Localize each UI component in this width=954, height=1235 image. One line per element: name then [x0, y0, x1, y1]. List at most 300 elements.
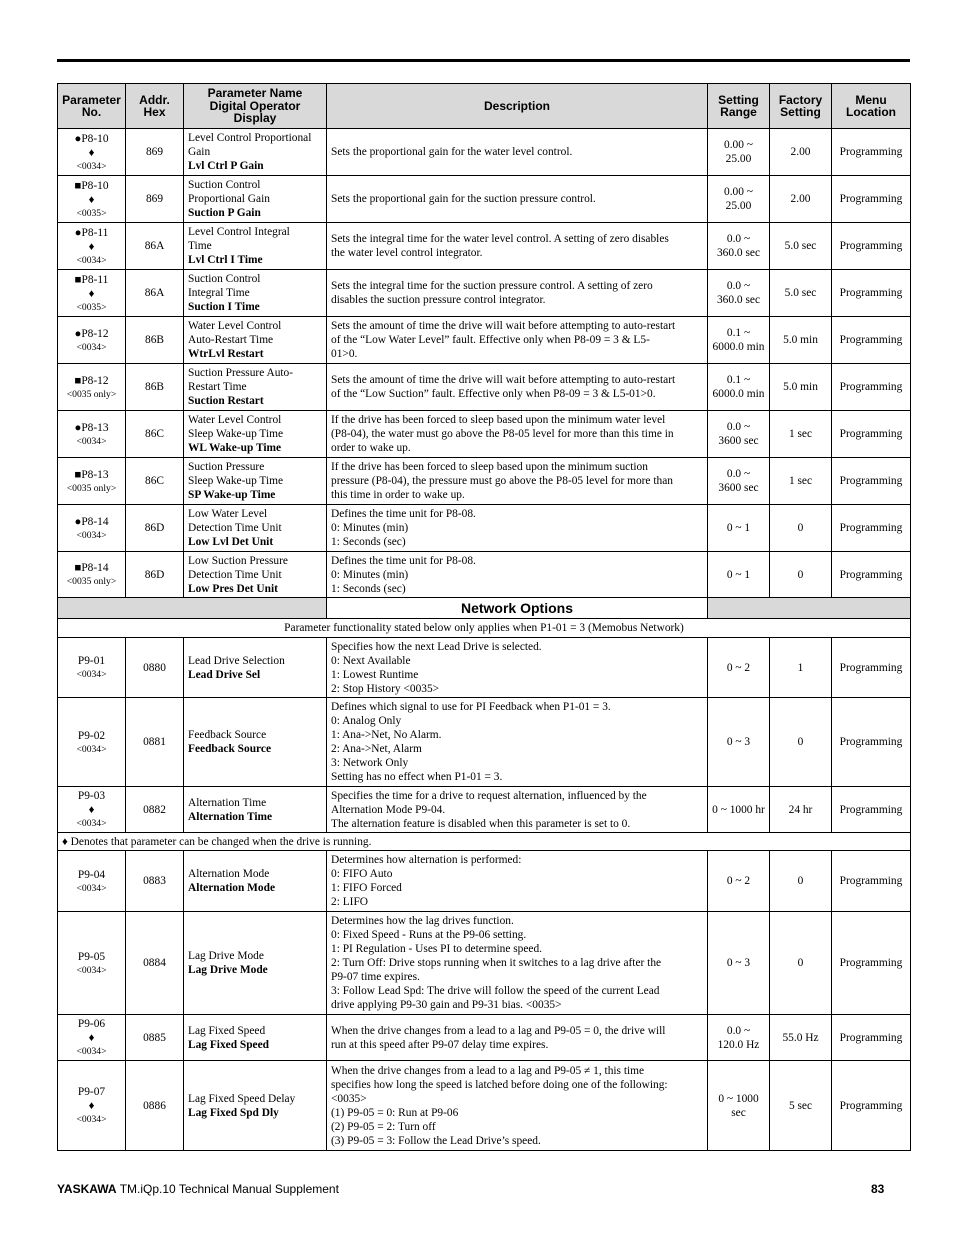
- addr-hex: 0884: [126, 912, 184, 1015]
- description-cell: [327, 787, 708, 833]
- param-no: P9-05: [77, 950, 106, 963]
- factory-setting: 5.0 min: [770, 317, 832, 364]
- description-line: Sets the proportional gain for the suction pressure control.: [331, 193, 596, 205]
- version-tag: <0034>: [76, 254, 107, 266]
- param-name-cell: [184, 411, 327, 458]
- addr-hex: 86D: [126, 505, 184, 552]
- setting-range-cell: [708, 1015, 770, 1061]
- setting-range: 0.1 ~: [726, 374, 751, 386]
- param-name-line: Integral Time: [188, 287, 250, 299]
- menu-location: Programming: [832, 317, 911, 364]
- param-name-cell: [184, 851, 327, 912]
- setting-range-cell: [708, 552, 770, 598]
- addr-hex: 0885: [126, 1015, 184, 1061]
- description-line: pressure (P8-04), the pressure must go above the P8-05 level for more than: [331, 475, 673, 487]
- param-no: ■P8-10: [74, 179, 109, 192]
- operator-display: Alternation Mode: [188, 882, 275, 894]
- setting-range: 0 ~ 2: [726, 661, 751, 674]
- description-line: the water level control integrator.: [331, 247, 483, 259]
- factory-setting: 24 hr: [770, 787, 832, 833]
- menu-location: Programming: [832, 851, 911, 912]
- operator-display: Low Lvl Det Unit: [188, 536, 274, 548]
- table-row: [58, 270, 911, 317]
- menu-location: Programming: [832, 223, 911, 270]
- description-line: Setting has no effect when P1-01 = 3.: [331, 771, 503, 783]
- param-no-cell: [58, 223, 126, 270]
- menu-location: Programming: [832, 364, 911, 411]
- run-note: ♦ Denotes that parameter can be changed when the drive is running.: [58, 833, 911, 851]
- run-change-icon: ♦: [88, 1032, 95, 1044]
- version-tag: <0034>: [76, 160, 107, 172]
- param-no-cell: [58, 552, 126, 598]
- factory-setting: 5 sec: [770, 1061, 832, 1151]
- description-line: When the drive changes from a lead to a lag and P9-05 = 0, the drive will: [331, 1024, 666, 1037]
- description-cell: [327, 552, 708, 598]
- setting-range: 0.0 ~: [726, 233, 751, 245]
- param-no-cell: [58, 176, 126, 223]
- description-line: Determines how the lag drives function.: [331, 915, 514, 927]
- version-tag: <0035>: [76, 207, 107, 219]
- description-line: of the “Low Suction” fault. Effective only when P8-09 = 3 & L5-01>0.: [331, 388, 656, 400]
- description-cell: [327, 698, 708, 787]
- setting-range-cell: [708, 505, 770, 552]
- param-name-line: Suction Pressure: [188, 461, 265, 473]
- setting-range: 360.0 sec: [716, 294, 761, 306]
- description-line: 2: Stop History <0035>: [331, 682, 440, 695]
- param-no: ●P8-14: [74, 515, 109, 528]
- param-no-cell: [58, 270, 126, 317]
- description-line: If the drive has been forced to sleep based upon the minimum water level: [331, 414, 666, 426]
- param-name-cell: [184, 458, 327, 505]
- setting-range: 0 ~ 1000 hr: [712, 803, 765, 816]
- param-name-line: Detection Time Unit: [188, 568, 282, 581]
- setting-range: 0 ~ 1000: [718, 1092, 759, 1105]
- run-change-icon: ♦: [88, 193, 95, 206]
- version-tag: <0034>: [76, 882, 107, 894]
- table-row: [58, 458, 911, 505]
- setting-range: 0 ~ 3: [726, 736, 751, 748]
- section-spacer-right: [708, 598, 911, 619]
- setting-range-cell: [708, 638, 770, 698]
- description-line: 1: FIFO Forced: [331, 882, 402, 894]
- menu-location: Programming: [832, 698, 911, 787]
- setting-range-cell: [708, 912, 770, 1015]
- version-tag: <0035 only>: [66, 388, 117, 400]
- version-tag: <0034>: [76, 964, 107, 976]
- description-line: Alternation Mode P9-04.: [331, 803, 446, 816]
- description-cell: [327, 851, 708, 912]
- param-no-cell: [58, 1061, 126, 1151]
- description-cell: [327, 270, 708, 317]
- menu-location: Programming: [832, 270, 911, 317]
- table-row: [58, 787, 911, 833]
- setting-range: 120.0 Hz: [717, 1038, 760, 1051]
- param-name-cell: [184, 552, 327, 598]
- param-name-line: Auto-Restart Time: [188, 334, 274, 346]
- description-line: 2: Ana->Net, Alarm: [331, 743, 422, 755]
- param-name-line: Alternation Mode: [188, 868, 270, 880]
- description-cell: [327, 411, 708, 458]
- operator-display: Lvl Ctrl I Time: [188, 254, 263, 266]
- menu-location: Programming: [832, 912, 911, 1015]
- setting-range: 0 ~ 3: [726, 957, 751, 969]
- setting-range: 3600 sec: [718, 435, 759, 447]
- param-name-line: Proportional Gain: [188, 193, 270, 205]
- setting-range: sec: [731, 1106, 746, 1119]
- setting-range-cell: [708, 458, 770, 505]
- param-no-cell: [58, 698, 126, 787]
- param-no-cell: [58, 505, 126, 552]
- description-line: Sets the proportional gain for the water level control.: [331, 146, 573, 158]
- description-line: <0035>: [331, 1092, 367, 1105]
- setting-range-cell: [708, 411, 770, 458]
- description-cell: [327, 1061, 708, 1151]
- param-no: ■P8-13: [74, 468, 109, 481]
- addr-hex: 86A: [126, 223, 184, 270]
- factory-setting: 0: [770, 851, 832, 912]
- operator-display: Feedback Source: [188, 743, 271, 755]
- description-line: When the drive changes from a lead to a lag and P9-05 ≠ 1, this time: [331, 1064, 645, 1077]
- setting-range-cell: [708, 698, 770, 787]
- addr-hex: 0881: [126, 698, 184, 787]
- operator-display: SP Wake-up Time: [188, 489, 276, 501]
- description-line: 0: Fixed Speed - Runs at the P9-06 setting.: [331, 929, 527, 941]
- setting-range: 0.00 ~: [724, 139, 753, 151]
- description-line: Defines the time unit for P8-08.: [331, 508, 476, 520]
- description-cell: [327, 458, 708, 505]
- setting-range-cell: [708, 129, 770, 176]
- param-name-cell: [184, 638, 327, 698]
- description-cell: [327, 129, 708, 176]
- param-no: ●P8-12: [74, 327, 109, 340]
- setting-range: 0 ~ 2: [726, 875, 751, 887]
- param-no-cell: [58, 638, 126, 698]
- addr-hex: 86B: [126, 317, 184, 364]
- addr-hex: 86D: [126, 552, 184, 598]
- param-no: ●P8-10: [74, 132, 109, 145]
- version-tag: <0035>: [76, 301, 107, 313]
- description-line: run at this speed after P9-07 delay time expires.: [331, 1038, 549, 1051]
- page-number: 83: [871, 1182, 885, 1196]
- param-name-line: Gain: [188, 146, 211, 158]
- description-line: 01>0.: [331, 348, 358, 360]
- table-row: [58, 1015, 911, 1061]
- description-line: 1: Seconds (sec): [331, 582, 406, 595]
- setting-range: 0 ~ 1: [726, 568, 751, 581]
- addr-hex: 0882: [126, 787, 184, 833]
- description-cell: [327, 638, 708, 698]
- setting-range: 6000.0 min: [712, 341, 765, 353]
- table-row: [58, 851, 911, 912]
- header-setting-range: Setting Range: [708, 84, 770, 129]
- description-line: Sets the amount of time the drive will wait before attempting to auto-restart: [331, 374, 676, 386]
- param-name-line: Low Water Level: [188, 508, 268, 520]
- section-title: Network Options: [327, 598, 708, 619]
- setting-range-cell: [708, 176, 770, 223]
- setting-range-cell: [708, 787, 770, 833]
- setting-range: 0.0 ~: [726, 421, 751, 433]
- param-no-cell: [58, 129, 126, 176]
- param-name-cell: [184, 912, 327, 1015]
- addr-hex: 869: [126, 129, 184, 176]
- factory-setting: 2.00: [770, 129, 832, 176]
- version-tag: <0034>: [76, 1114, 107, 1125]
- run-change-icon: ♦: [88, 1100, 95, 1112]
- version-tag: <0035 only>: [66, 576, 117, 587]
- description-line: Defines the time unit for P8-08.: [331, 554, 476, 567]
- setting-range-cell: [708, 1061, 770, 1151]
- setting-range-cell: [708, 317, 770, 364]
- param-no-cell: [58, 317, 126, 364]
- description-line: (3) P9-05 = 3: Follow the Lead Drive’s speed.: [331, 1134, 541, 1147]
- param-name-cell: [184, 176, 327, 223]
- setting-range: 25.00: [725, 200, 752, 212]
- table-row: [58, 411, 911, 458]
- addr-hex: 86C: [126, 411, 184, 458]
- menu-location: Programming: [832, 458, 911, 505]
- param-name-line: Water Level Control: [188, 414, 282, 426]
- table-row: [58, 505, 911, 552]
- section-header-row: [58, 598, 911, 619]
- param-name-line: Lag Fixed Speed: [188, 1024, 266, 1037]
- param-name-cell: [184, 223, 327, 270]
- menu-location: Programming: [832, 552, 911, 598]
- description-line: Sets the amount of time the drive will wait before attempting to auto-restart: [331, 320, 676, 332]
- operator-display: Low Pres Det Unit: [188, 582, 278, 595]
- param-no-cell: [58, 364, 126, 411]
- manual-title: TM.iQp.10 Technical Manual Supplement: [116, 1182, 339, 1196]
- version-tag: <0035 only>: [66, 482, 117, 494]
- description-cell: [327, 317, 708, 364]
- param-no-cell: [58, 1015, 126, 1061]
- param-name-cell: [184, 698, 327, 787]
- param-no-cell: [58, 851, 126, 912]
- addr-hex: 0883: [126, 851, 184, 912]
- description-line: 0: FIFO Auto: [331, 868, 393, 880]
- section-note: Parameter functionality stated below only applies when P1-01 = 3 (Memobus Network): [58, 619, 911, 638]
- setting-range-cell: [708, 364, 770, 411]
- setting-range-cell: [708, 223, 770, 270]
- table-row: [58, 552, 911, 598]
- version-tag: <0034>: [76, 1046, 107, 1057]
- addr-hex: 0886: [126, 1061, 184, 1151]
- setting-range-cell: [708, 270, 770, 317]
- description-line: disables the suction pressure control integrator.: [331, 294, 546, 306]
- run-change-icon: ♦: [88, 240, 95, 253]
- factory-setting: 5.0 sec: [770, 223, 832, 270]
- setting-range: 0 ~ 1: [726, 522, 751, 534]
- section-note-row: [58, 619, 911, 638]
- description-line: (P8-04), the water must go above the P8-05 level for more than this time in: [331, 428, 674, 440]
- param-no: P9-04: [77, 868, 106, 881]
- factory-setting: 2.00: [770, 176, 832, 223]
- table-row: [58, 223, 911, 270]
- description-cell: [327, 176, 708, 223]
- operator-display: WL Wake-up Time: [188, 442, 282, 454]
- setting-range: 3600 sec: [718, 482, 759, 494]
- addr-hex: 86A: [126, 270, 184, 317]
- param-no: ■P8-14: [74, 562, 109, 574]
- table-row: [58, 129, 911, 176]
- section-spacer-left: [58, 598, 327, 619]
- version-tag: <0034>: [76, 743, 107, 755]
- operator-display: Lag Fixed Spd Dly: [188, 1106, 279, 1119]
- description-line: 1: Seconds (sec): [331, 536, 406, 548]
- header-param-no: Parameter No.: [58, 84, 126, 129]
- description-line: drive applying P9-30 gain and P9-31 bias. <0035>: [331, 999, 562, 1011]
- addr-hex: 0880: [126, 638, 184, 698]
- param-name-line: Feedback Source: [188, 729, 267, 741]
- param-name-line: Lag Fixed Speed Delay: [188, 1092, 296, 1105]
- header-addr-hex: Addr. Hex: [126, 84, 184, 129]
- description-line: 0: Minutes (min): [331, 522, 409, 534]
- description-line: (1) P9-05 = 0: Run at P9-06: [331, 1106, 459, 1119]
- description-cell: [327, 505, 708, 552]
- operator-display: Alternation Time: [188, 810, 273, 823]
- addr-hex: 86B: [126, 364, 184, 411]
- version-tag: <0034>: [76, 529, 107, 541]
- description-line: Specifies how the next Lead Drive is selected.: [331, 640, 542, 653]
- header-factory-setting: Factory Setting: [770, 84, 832, 129]
- table-row: [58, 317, 911, 364]
- description-line: The alternation feature is disabled when this parameter is set to 0.: [331, 817, 631, 830]
- brand-name: YASKAWA: [57, 1182, 117, 1196]
- operator-display: Suction I Time: [188, 301, 260, 313]
- param-no: P9-03: [77, 790, 106, 802]
- menu-location: Programming: [832, 1061, 911, 1151]
- param-name-line: Detection Time Unit: [188, 522, 282, 534]
- description-line: If the drive has been forced to sleep based upon the minimum suction: [331, 461, 648, 473]
- description-line: order to wake up.: [331, 442, 411, 454]
- description-line: 2: LIFO: [331, 896, 369, 908]
- description-line: 1: Lowest Runtime: [331, 668, 419, 681]
- description-cell: [327, 1015, 708, 1061]
- description-line: Sets the integral time for the suction pressure control. A setting of zero: [331, 280, 653, 292]
- menu-location: Programming: [832, 411, 911, 458]
- description-line: 0: Analog Only: [331, 715, 402, 727]
- description-line: Specifies the time for a drive to request alternation, influenced by the: [331, 789, 647, 802]
- param-name-cell: [184, 317, 327, 364]
- description-line: Determines how alternation is performed:: [331, 854, 522, 866]
- param-name-line: Restart Time: [188, 381, 247, 393]
- menu-location: Programming: [832, 505, 911, 552]
- param-name-cell: [184, 270, 327, 317]
- operator-display: Lag Fixed Speed: [188, 1038, 270, 1051]
- param-name-cell: [184, 1015, 327, 1061]
- param-name-cell: [184, 787, 327, 833]
- run-change-icon: ♦: [88, 804, 95, 816]
- table-row: [58, 912, 911, 1015]
- param-no-cell: [58, 411, 126, 458]
- param-name-line: Low Suction Pressure: [188, 554, 288, 567]
- param-no: P9-01: [77, 655, 106, 667]
- parameter-table: [57, 83, 911, 1151]
- version-tag: <0034>: [76, 818, 107, 829]
- menu-location: Programming: [832, 787, 911, 833]
- setting-range: 6000.0 min: [712, 388, 765, 400]
- setting-range: 0.0 ~: [726, 468, 751, 480]
- factory-setting: 5.0 sec: [770, 270, 832, 317]
- param-no-cell: [58, 787, 126, 833]
- param-name-line: Suction Pressure Auto-: [188, 367, 294, 379]
- setting-range-cell: [708, 851, 770, 912]
- description-cell: [327, 223, 708, 270]
- description-line: this time in order to wake up.: [331, 489, 465, 501]
- param-name-cell: [184, 505, 327, 552]
- operator-display: Lead Drive Sel: [188, 668, 261, 681]
- factory-setting: 0: [770, 505, 832, 552]
- version-tag: <0034>: [76, 669, 107, 680]
- factory-setting: 0: [770, 698, 832, 787]
- param-name-line: Time: [188, 240, 212, 252]
- param-name-line: Water Level Control: [188, 320, 282, 332]
- factory-setting: 0: [770, 552, 832, 598]
- setting-range: 0.00 ~: [724, 186, 753, 198]
- header-menu-location: Menu Location: [832, 84, 911, 129]
- param-name-cell: [184, 1061, 327, 1151]
- operator-display: Suction Restart: [188, 395, 264, 407]
- run-change-icon: ♦: [88, 146, 95, 159]
- factory-setting: 1: [770, 638, 832, 698]
- operator-display: Lag Drive Mode: [188, 964, 268, 976]
- setting-range: 25.00: [725, 153, 752, 165]
- addr-hex: 869: [126, 176, 184, 223]
- table-row: [58, 1061, 911, 1151]
- description-line: specifies how long the speed is latched before doing one of the following:: [331, 1078, 668, 1091]
- description-line: Sets the integral time for the water level control. A setting of zero disables: [331, 233, 669, 245]
- param-name-cell: [184, 129, 327, 176]
- param-no: ●P8-13: [74, 421, 109, 434]
- setting-range: 0.0 ~: [726, 280, 751, 292]
- run-note-row: [58, 833, 911, 851]
- table-row: [58, 638, 911, 698]
- table-row: [58, 364, 911, 411]
- param-name-line: Lag Drive Mode: [188, 950, 264, 962]
- param-name-line: Lead Drive Selection: [188, 654, 285, 667]
- description-line: 0: Next Available: [331, 654, 411, 667]
- operator-display: Suction P Gain: [188, 207, 261, 219]
- setting-range: 0.0 ~: [726, 1024, 751, 1037]
- description-line: P9-07 time expires.: [331, 971, 420, 983]
- operator-display: Lvl Ctrl P Gain: [188, 160, 264, 172]
- param-name-line: Level Control Proportional: [188, 132, 312, 144]
- factory-setting: 55.0 Hz: [770, 1015, 832, 1061]
- param-name-line: Suction Control: [188, 273, 261, 285]
- menu-location: Programming: [832, 638, 911, 698]
- param-name-line: Alternation Time: [188, 796, 267, 809]
- param-name-cell: [184, 364, 327, 411]
- description-line: 3: Follow Lead Spd: The drive will follow the speed of the current Lead: [331, 985, 660, 997]
- param-no: P9-07: [77, 1086, 106, 1098]
- menu-location: Programming: [832, 176, 911, 223]
- param-no: P9-06: [77, 1018, 106, 1030]
- param-name-line: Level Control Integral: [188, 226, 290, 238]
- description-line: 2: Turn Off: Drive stops running when it switches to a lag drive after the: [331, 957, 662, 969]
- menu-location: Programming: [832, 129, 911, 176]
- header-description: Description: [327, 84, 708, 129]
- description-line: Defines which signal to use for PI Feedback when P1-01 = 3.: [331, 701, 611, 713]
- version-tag: <0034>: [76, 435, 107, 447]
- description-cell: [327, 912, 708, 1015]
- param-name-line: Sleep Wake-up Time: [188, 475, 284, 487]
- param-no: ●P8-11: [74, 226, 109, 239]
- description-line: (2) P9-05 = 2: Turn off: [331, 1120, 436, 1133]
- menu-location: Programming: [832, 1015, 911, 1061]
- param-no: P9-02: [77, 729, 106, 742]
- table-row: [58, 698, 911, 787]
- table-row: [58, 176, 911, 223]
- setting-range: 0.1 ~: [726, 327, 751, 339]
